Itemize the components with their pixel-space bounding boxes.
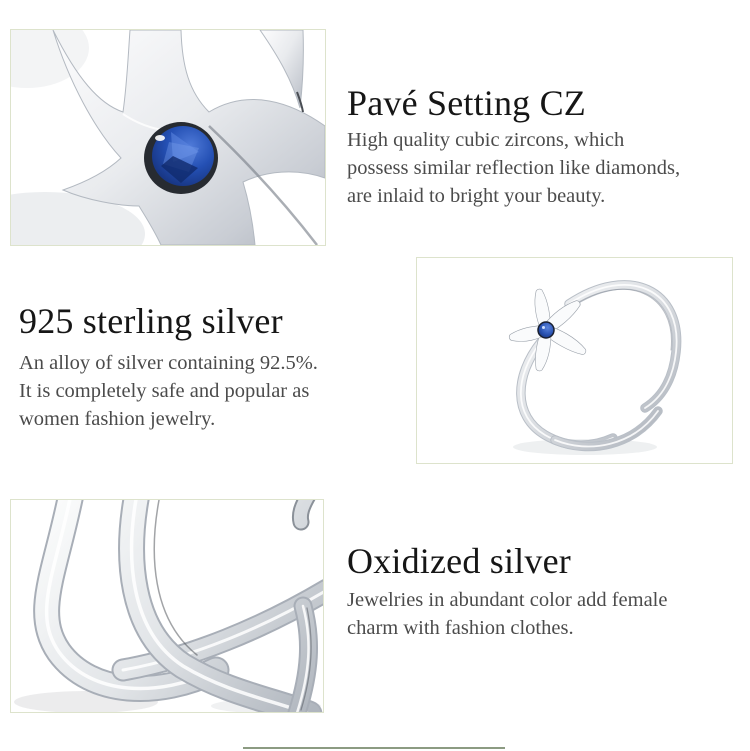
text-line: An alloy of silver containing 92.5%. bbox=[19, 352, 318, 374]
text-line: possess similar reflection like diamonds, bbox=[347, 157, 681, 179]
text-line: charm with fashion clothes. bbox=[347, 617, 574, 639]
sterling-silver-description bbox=[19, 349, 318, 433]
photo-oxidized-band-closeup bbox=[10, 499, 324, 713]
text-line: Jewelries in abundant color add female bbox=[347, 589, 668, 611]
text-line: It is completely safe and popular as bbox=[19, 380, 310, 402]
pave-setting-title: Pavé Setting CZ bbox=[347, 83, 586, 123]
text-line: women fashion jewelry. bbox=[19, 408, 216, 430]
crossed-bands-illustration bbox=[11, 500, 323, 712]
text-line: High quality cubic zircons, which bbox=[347, 129, 625, 151]
photo-pave-setting-closeup bbox=[10, 29, 326, 246]
sterling-silver-title: 925 sterling silver bbox=[19, 301, 283, 341]
starfish-gem-illustration bbox=[11, 30, 325, 245]
starfish-ring-illustration bbox=[417, 258, 732, 463]
oxidized-silver-title: Oxidized silver bbox=[347, 541, 571, 581]
pave-setting-description bbox=[347, 126, 680, 210]
photo-ring-full-view bbox=[416, 257, 733, 464]
oxidized-silver-description bbox=[347, 586, 667, 642]
bottom-divider bbox=[243, 747, 505, 749]
text-line: are inlaid to bright your beauty. bbox=[347, 185, 606, 207]
